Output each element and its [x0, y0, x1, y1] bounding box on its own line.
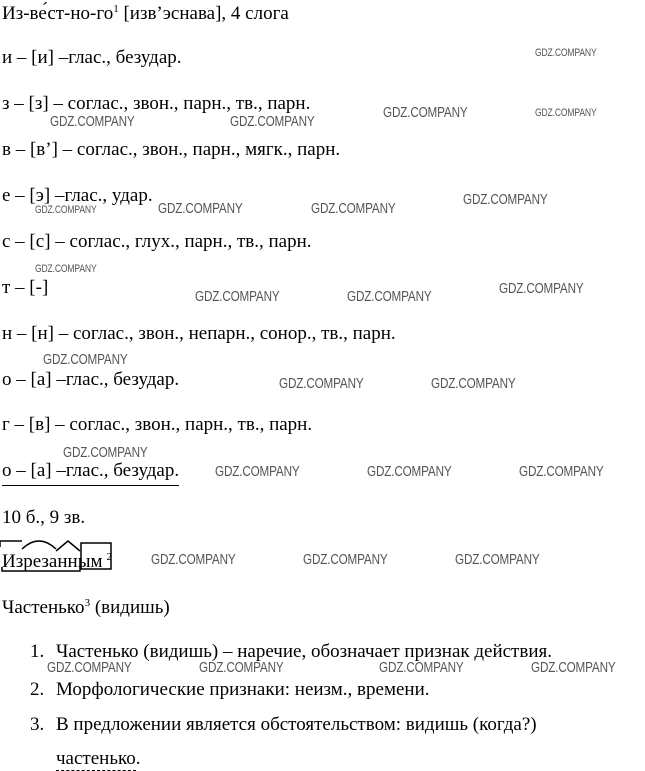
list-num: 2.: [30, 679, 45, 700]
morph-footnote: 2: [106, 551, 112, 563]
watermark: GDZ.COMPANY: [158, 200, 243, 217]
watermark: GDZ.COMPANY: [35, 204, 97, 216]
morph-line: [2, 551, 112, 573]
list-num: 3.: [30, 714, 45, 735]
watermark: GDZ.COMPANY: [379, 659, 464, 676]
watermark: GDZ.COMPANY: [383, 104, 468, 121]
watermark: GDZ.COMPANY: [47, 659, 132, 676]
word3-line: [2, 597, 170, 619]
watermark: GDZ.COMPANY: [35, 263, 97, 275]
watermark: GDZ.COMPANY: [195, 288, 280, 305]
sound-line: н – [н] – соглас., звон., непарн., сонор., тв., парн.: [2, 323, 396, 344]
watermark: GDZ.COMPANY: [279, 375, 364, 392]
list-text: Морфологические признаки: неизм., времени.: [56, 679, 430, 700]
sound-line: о – [а] –глас., безудар.: [2, 369, 180, 390]
watermark: GDZ.COMPANY: [519, 463, 604, 480]
watermark: GDZ.COMPANY: [215, 463, 300, 480]
sound-line: и – [и] –глас., безудар.: [2, 47, 182, 68]
title-footnote: 1: [113, 3, 119, 15]
morph-root: рез: [23, 551, 49, 572]
sound-line-last: [2, 460, 179, 482]
sound-line: т – [-]: [2, 277, 49, 298]
sound-line: с – [с] – соглас., глух., парн., тв., парн.: [2, 231, 312, 252]
watermark: GDZ.COMPANY: [63, 444, 148, 461]
watermark: GDZ.COMPANY: [367, 463, 452, 480]
watermark: GDZ.COMPANY: [347, 288, 432, 305]
list-cont-tail: .: [135, 748, 141, 769]
list-text: Частенько (видишь) – наречие, обозначает признак действия.: [56, 641, 552, 662]
list-text: В предложении является обстоятельством: видишь (когда?): [56, 714, 537, 735]
list-item: [30, 714, 537, 736]
watermark: GDZ.COMPANY: [535, 107, 597, 119]
title-word: Из-ве́ст-но-го: [2, 3, 114, 24]
watermark: GDZ.COMPANY: [531, 659, 616, 676]
list-continuation: [56, 748, 141, 770]
sound-line: в – [в’] – соглас., звон., парн., мягк., парн.: [2, 139, 341, 160]
morph-prefix: Из: [2, 551, 24, 572]
watermark: GDZ.COMPANY: [499, 280, 584, 297]
watermark: GDZ.COMPANY: [303, 551, 388, 568]
list-cont-word: частенько: [56, 748, 136, 769]
watermark: GDZ.COMPANY: [311, 200, 396, 217]
title-transcription: [изв’эснава], 4 слога: [118, 3, 289, 24]
title-line: [2, 3, 289, 25]
watermark: GDZ.COMPANY: [431, 375, 516, 392]
morph-word: [2, 551, 102, 573]
morph-suffix: анн: [48, 551, 78, 572]
list-item: [30, 679, 430, 701]
list-num: 1.: [30, 641, 45, 662]
morpheme-marks-icon: [0, 539, 120, 575]
watermark: GDZ.COMPANY: [151, 551, 236, 568]
morph-ending: ым: [77, 551, 103, 572]
sound-line: г – [в] – соглас., звон., парн., тв., парн.: [2, 414, 313, 435]
word3-rest: (видишь): [90, 597, 170, 618]
sound-line: з – [з] – соглас., звон., парн., тв., парн.: [2, 93, 311, 114]
word3-text: Частенько: [2, 597, 85, 618]
watermark: GDZ.COMPANY: [50, 113, 135, 130]
summary-line: 10 б., 9 зв.: [2, 507, 86, 528]
watermark: GDZ.COMPANY: [43, 351, 128, 368]
watermark: GDZ.COMPANY: [199, 659, 284, 676]
watermark: GDZ.COMPANY: [463, 191, 548, 208]
sound-line-underlined: о – [а] –глас., безудар.: [2, 460, 180, 481]
sound-line: е – [э] –глас., удар.: [2, 185, 153, 206]
watermark: GDZ.COMPANY: [230, 113, 315, 130]
word3-footnote: 3: [84, 597, 91, 609]
watermark: GDZ.COMPANY: [535, 47, 597, 59]
watermark: GDZ.COMPANY: [455, 551, 540, 568]
